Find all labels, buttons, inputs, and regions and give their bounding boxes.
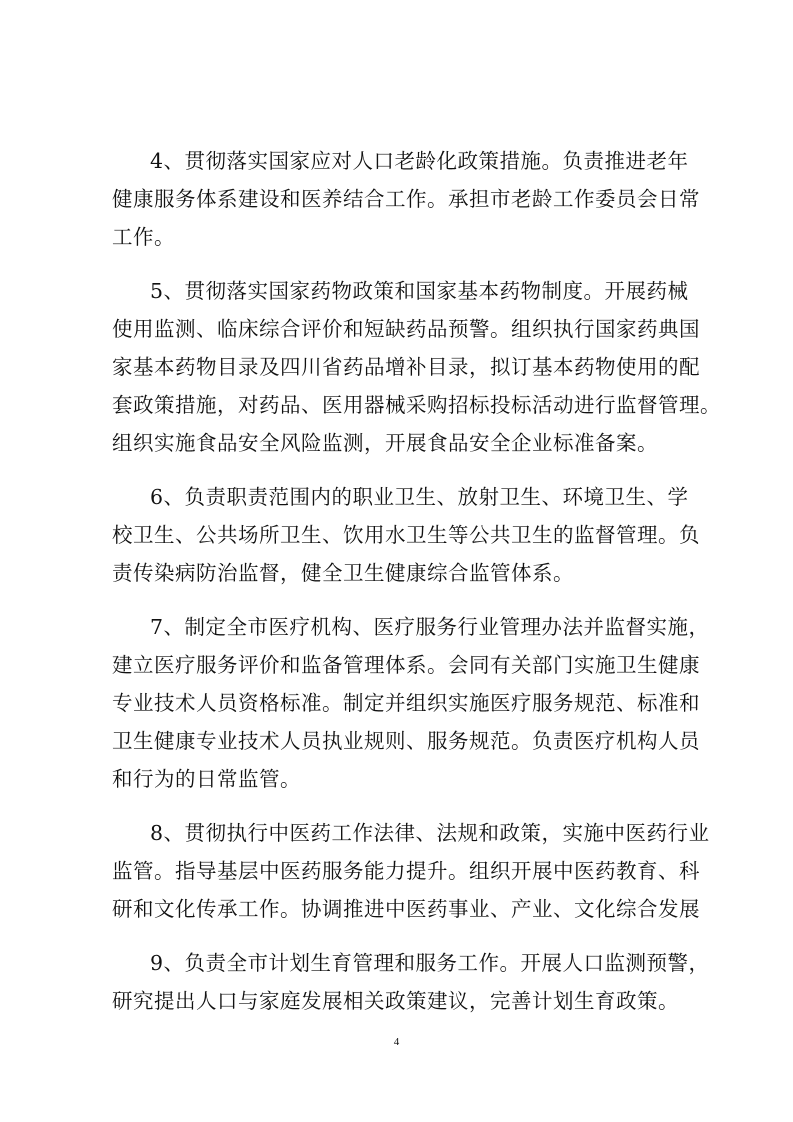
paragraph-line: 5、贯彻落实国家药物政策和国家基本药物制度。开展药械 [150, 279, 689, 303]
paragraph-line: 和行为的日常监管。 [112, 767, 301, 791]
paragraph-line: 4、贯彻落实国家应对人口老龄化政策措施。负责推进老年 [150, 149, 689, 173]
paragraph-line: 家基本药物目录及四川省药品增补目录，拟订基本药物使用的配 [112, 355, 700, 379]
paragraph-line: 6、负责职责范围内的职业卫生、放射卫生、环境卫生、学 [150, 485, 689, 509]
paragraph-item-9 [112, 944, 710, 1020]
paragraph-line: 健康服务体系建设和医养结合工作。承担市老龄工作委员会日常 [112, 187, 700, 211]
page-number: 4 [393, 1036, 400, 1048]
paragraph-item-7 [112, 608, 710, 798]
paragraph-item-5 [112, 272, 721, 462]
paragraph-line: 7、制定全市医疗机构、医疗服务行业管理办法并监督实施， [150, 615, 710, 639]
paragraph-line: 专业技术人员资格标准。制定并组织实施医疗服务规范、标准和 [112, 691, 700, 715]
paragraph-line: 校卫生、公共场所卫生、饮用水卫生等公共卫生的监督管理。负 [112, 523, 700, 547]
paragraph-line: 套政策措施，对药品、医用器械采购招标投标活动进行监督管理。 [112, 393, 721, 417]
paragraph-line: 研和文化传承工作。协调推进中医药事业、产业、文化综合发展 [112, 897, 700, 921]
paragraph-line: 监管。指导基层中医药服务能力提升。组织开展中医药教育、科 [112, 859, 700, 883]
paragraph-line: 研究提出人口与家庭发展相关政策建议，完善计划生育政策。 [112, 989, 679, 1013]
paragraph-item-8 [112, 814, 710, 928]
paragraph-line: 9、负责全市计划生育管理和服务工作。开展人口监测预警， [150, 951, 710, 975]
paragraph-line: 责传染病防治监督，健全卫生健康综合监管体系。 [112, 561, 574, 585]
paragraph-item-4 [112, 142, 700, 256]
paragraph-line: 8、贯彻执行中医药工作法律、法规和政策，实施中医药行业 [150, 821, 710, 845]
paragraph-line: 建立医疗服务评价和监备管理体系。会同有关部门实施卫生健康 [112, 653, 700, 677]
paragraph-line: 使用监测、临床综合评价和短缺药品预警。组织执行国家药典国 [112, 317, 700, 341]
paragraph-item-6 [112, 478, 700, 592]
paragraph-line: 组织实施食品安全风险监测，开展食品安全企业标准备案。 [112, 431, 658, 455]
paragraph-line: 卫生健康专业技术人员执业规则、服务规范。负责医疗机构人员 [112, 729, 700, 753]
paragraph-line: 工作。 [112, 225, 175, 249]
document-body [112, 142, 721, 1036]
